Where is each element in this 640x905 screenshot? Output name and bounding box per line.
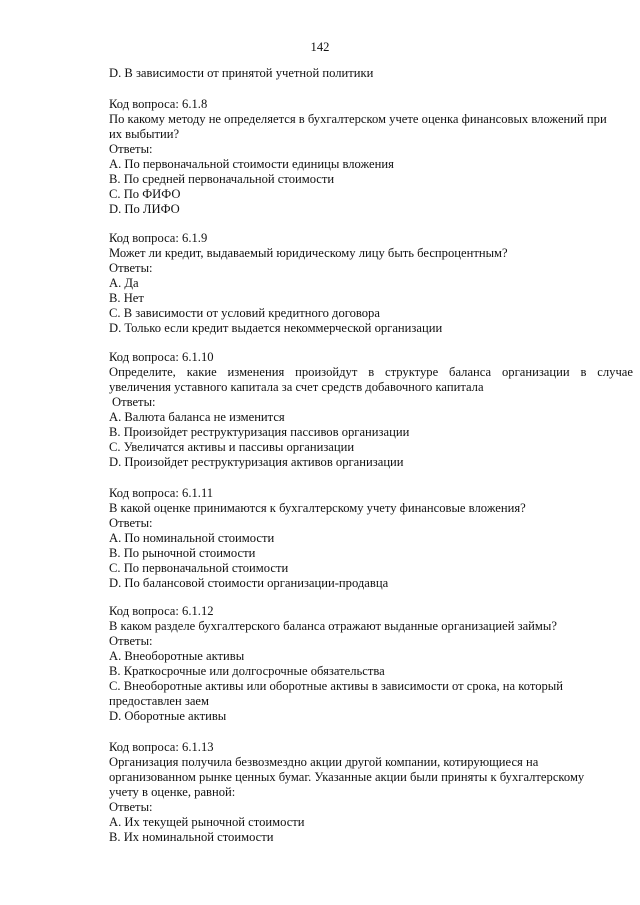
answer-option: B. По средней первоначальной стоимости bbox=[109, 172, 335, 186]
question-code: Код вопроса: 6.1.10 bbox=[109, 350, 214, 364]
answer-option: B. Краткосрочные или долгосрочные обязательства bbox=[109, 664, 385, 678]
question-block bbox=[109, 486, 633, 591]
answer-option: B. Нет bbox=[109, 291, 144, 305]
answer-option: B. По рыночной стоимости bbox=[109, 546, 256, 560]
answer-option: D. Произойдет реструктуризация активов организации bbox=[109, 455, 404, 469]
question-text-line: В каком разделе бухгалтерского баланса отражают выданные организацией займы? bbox=[109, 619, 557, 633]
question-code: Код вопроса: 6.1.12 bbox=[109, 604, 214, 618]
question-text-line: Определите, какие изменения произойдут в структуре баланса организации в случае bbox=[109, 365, 633, 379]
answers-label: Ответы: bbox=[109, 261, 153, 275]
answer-option: A. Внеоборотные активы bbox=[109, 649, 245, 663]
question-block bbox=[109, 604, 633, 724]
question-text bbox=[109, 501, 633, 516]
question-code: Код вопроса: 6.1.8 bbox=[109, 97, 208, 111]
answers-label: Ответы: bbox=[109, 634, 153, 648]
answer-option: C. В зависимости от условий кредитного договора bbox=[109, 306, 380, 320]
question-block bbox=[109, 231, 633, 336]
answer-option: D. Только если кредит выдается некоммерческой организации bbox=[109, 321, 443, 335]
question-code: Код вопроса: 6.1.13 bbox=[109, 740, 214, 754]
answer-option: B. Произойдет реструктуризация пассивов организации bbox=[109, 425, 410, 439]
answer-option: D. По ЛИФО bbox=[109, 202, 180, 216]
question-text-line: учету в оценке, равной: bbox=[109, 785, 236, 799]
answer-option: C. Внеоборотные активы или оборотные активы в зависимости от срока, на который bbox=[109, 679, 564, 693]
question-text-line: Может ли кредит, выдаваемый юридическому лицу быть беспроцентным? bbox=[109, 246, 508, 260]
answers-label: Ответы: bbox=[109, 142, 153, 156]
answer-option: A. Их текущей рыночной стоимости bbox=[109, 815, 305, 829]
question-code: Код вопроса: 6.1.11 bbox=[109, 486, 214, 500]
question-text-line: Организация получила безвозмездно акции другой компании, котирующиеся на bbox=[109, 755, 539, 769]
leading-answer-line: D. В зависимости от принятой учетной политики bbox=[109, 66, 374, 80]
question-block bbox=[109, 740, 633, 845]
question-text bbox=[109, 365, 633, 395]
question-block bbox=[109, 97, 633, 217]
answer-option: C. Увеличатся активы и пассивы организации bbox=[109, 440, 355, 454]
question-text-line: увеличения уставного капитала за счет средств добавочного капитала bbox=[109, 380, 484, 394]
question-text-line: их выбытии? bbox=[109, 127, 180, 141]
answer-option: D. Оборотные активы bbox=[109, 709, 227, 723]
answer-option: A. По номинальной стоимости bbox=[109, 531, 275, 545]
answer-option: C. По первоначальной стоимости bbox=[109, 561, 289, 575]
answer-option: B. Их номинальной стоимости bbox=[109, 830, 274, 844]
answer-option: A. Да bbox=[109, 276, 139, 290]
page-number: 142 bbox=[310, 40, 330, 54]
question-text-line: По какому методу не определяется в бухгалтерском учете оценка финансовых вложений при bbox=[109, 112, 607, 126]
answers-label: Ответы: bbox=[112, 395, 156, 409]
answers-label: Ответы: bbox=[109, 800, 153, 814]
question-code: Код вопроса: 6.1.9 bbox=[109, 231, 208, 245]
question-text-line: организованном рынке ценных бумаг. Указанные акции были приняты к бухгалтерскому bbox=[109, 770, 585, 784]
question-text-line: В какой оценке принимаются к бухгалтерскому учету финансовые вложения? bbox=[109, 501, 526, 515]
answer-option: D. По балансовой стоимости организации-продавца bbox=[109, 576, 389, 590]
question-text bbox=[109, 246, 633, 261]
question-block bbox=[109, 350, 633, 470]
answers-label: Ответы: bbox=[109, 516, 153, 530]
answer-option: A. По первоначальной стоимости единицы вложения bbox=[109, 157, 394, 171]
question-text bbox=[109, 112, 633, 142]
answer-option: C. По ФИФО bbox=[109, 187, 181, 201]
question-text bbox=[109, 755, 633, 800]
answer-option: предоставлен заем bbox=[109, 694, 209, 708]
answer-option: A. Валюта баланса не изменится bbox=[109, 410, 285, 424]
question-text bbox=[109, 619, 633, 634]
